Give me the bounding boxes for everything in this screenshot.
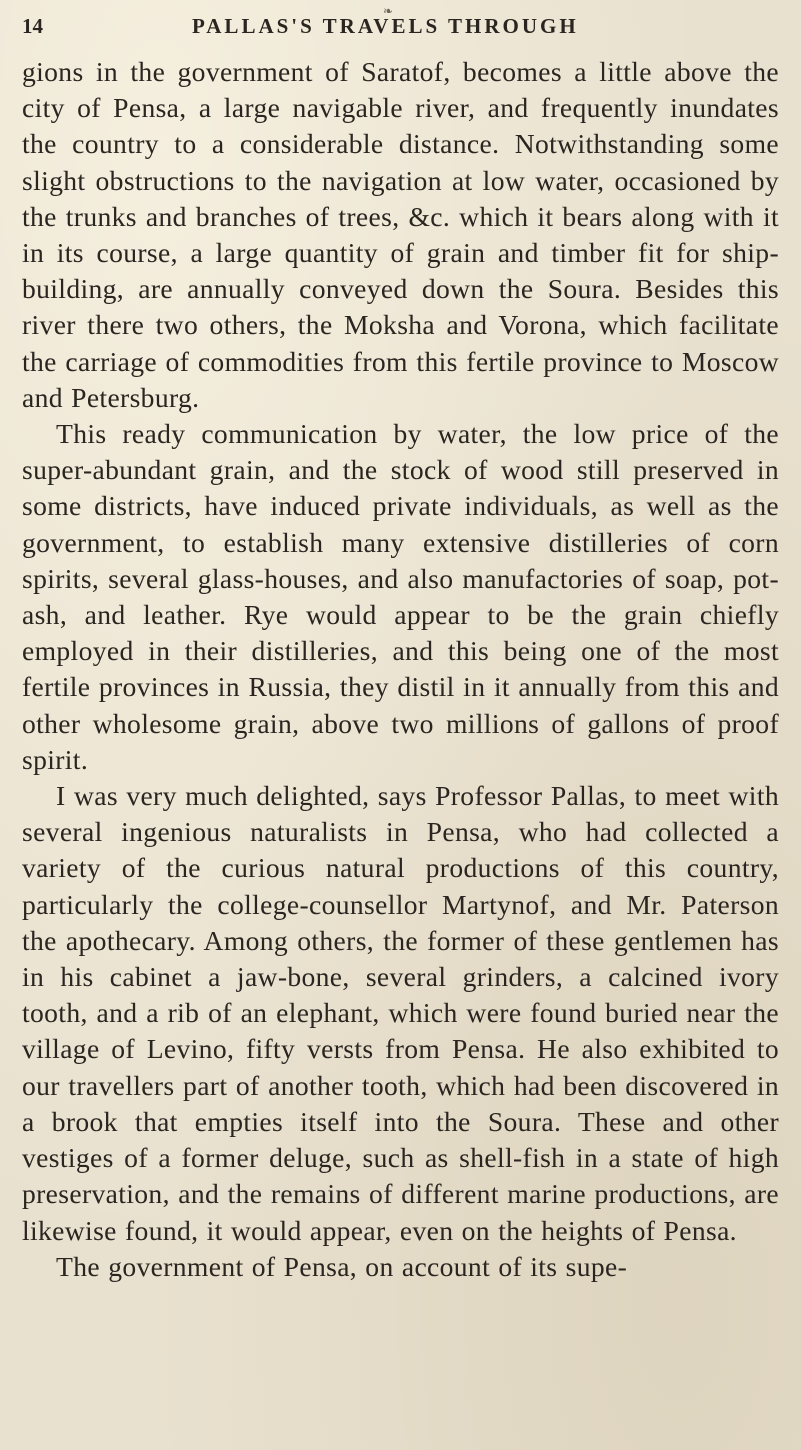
running-head: PALLAS'S TRAVELS THROUGH — [192, 14, 579, 38]
page-number: 14 — [22, 14, 43, 38]
paragraph: The government of Pensa, on account of its supe- — [56, 1250, 628, 1282]
paragraph: gions in the government of Saratof, becomes a little above the city of Pensa, a large navigable river, and frequently inundates the country to a considerable distance. Notwithstanding some slight obstructions to the navigation at low water, occasioned by the trunks and branches of trees, &c. which it bears along with it in its course, a large quantity of grain and timber fit for ship-building, are annually conveyed down the Soura. Besides this river there two others, the Moksha and Vorona, which facilitate the carriage of commodities from this fertile province to Moscow and Petersburg. — [22, 56, 779, 413]
page-header — [22, 14, 779, 54]
paragraph: I was very much delighted, says Professor Pallas, to meet with several ingenious naturalists in Pensa, who had collected a variety of the curious natural productions of this country, particularly the college-counsellor Martynof, and Mr. Paterson the apothecary. Among others, the former of these gentlemen has in his cabinet a jaw-bone, several grinders, a calcined ivory tooth, and a rib of an elephant, which were found buried near the village of Levino, fifty versts from Pensa. He also exhibited to our travellers part of another tooth, which had been discovered in a brook that empties itself into the Soura. These and other vestiges of a former deluge, such as shell-fish in a state of high preservation, and the remains of different marine productions, are likewise found, it would appear, even on the heights of Pensa. — [22, 780, 779, 1246]
body-text — [22, 54, 779, 1285]
paragraph: This ready communication by water, the low price of the super-abundant grain, and the stock of wood still preserved in some districts, have induced private individuals, as well as the government, to establish many extensive distilleries of corn spirits, several glass-houses, and also manufactories of soap, pot-ash, and leather. Rye would appear to be the grain chiefly employed in their distilleries, and this being one of the most fertile provinces in Russia, they distil in it annually from this and other wholesome grain, above two millions of gallons of proof spirit. — [22, 418, 779, 775]
ornament-mark: ❧ — [383, 4, 394, 18]
